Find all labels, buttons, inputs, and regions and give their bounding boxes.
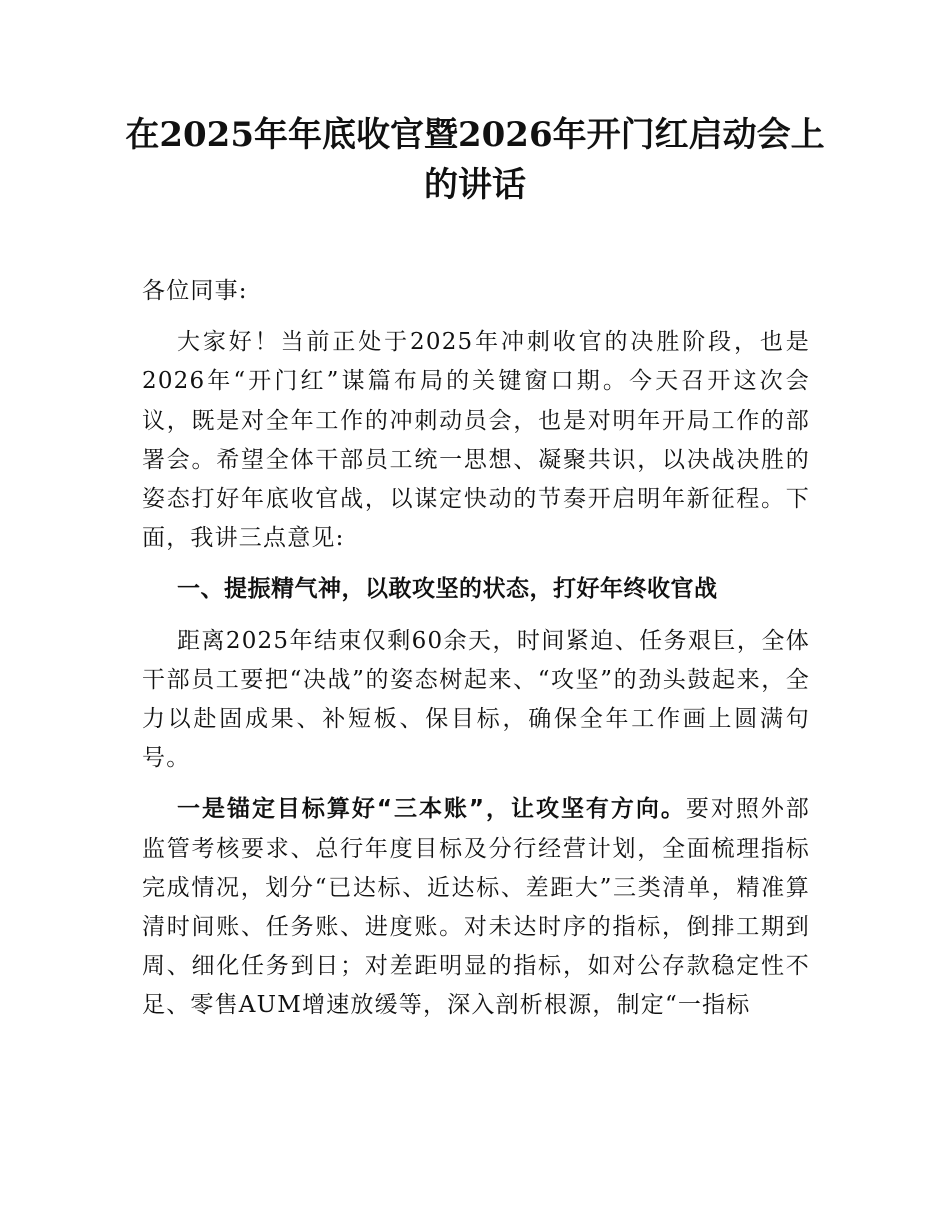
point-1-text: 要对照外部监管考核要求、总行年度目标及分行经营计划，全面梳理指标完成情况，划分“已达标、近达标、差距大”三类清单，精准算清时间账、任务账、进度账。对未达时序的指标，倒排工期到周、细化任务到日；对差距明显的指标，如对公存款稳定性不足、零售AUM增速放缓等，深入剖析根源，制定“一指标 (142, 796, 811, 1019)
intro-paragraph: 大家好！当前正处于2025年冲刺收官的决胜阶段，也是2026年“开门红”谋篇布局的关键窗口期。今天召开这次会议，既是对全年工作的冲刺动员会，也是对明年开局工作的部署会。希望全体干部员工统一思想、凝聚共识，以决战决胜的姿态打好年底收官战，以谋定快动的节奏开启明年新征程。下面，我讲三点意见: (142, 329, 810, 552)
section-1-paragraph: 距离2025年结束仅剩60余天，时间紧迫、任务艰巨，全体干部员工要把“决战”的姿态树起来、“攻坚”的劲头鼓起来，全力以赴固成果、补短板、保目标，确保全年工作画上圆满句号。 (142, 627, 810, 772)
point-1-lead: 一是锚定目标算好“三本账”，让攻坚有方向。 (177, 796, 686, 823)
section-heading-1: 一、提振精气神，以敢攻坚的状态，打好年终收官战 (177, 576, 718, 603)
document-body (142, 272, 810, 1038)
salutation: 各位同事: (142, 278, 248, 304)
point-1-paragraph (142, 790, 810, 1025)
document-title: 在2025年年底收官暨2026年开门红启动会上的讲话 (125, 115, 825, 205)
